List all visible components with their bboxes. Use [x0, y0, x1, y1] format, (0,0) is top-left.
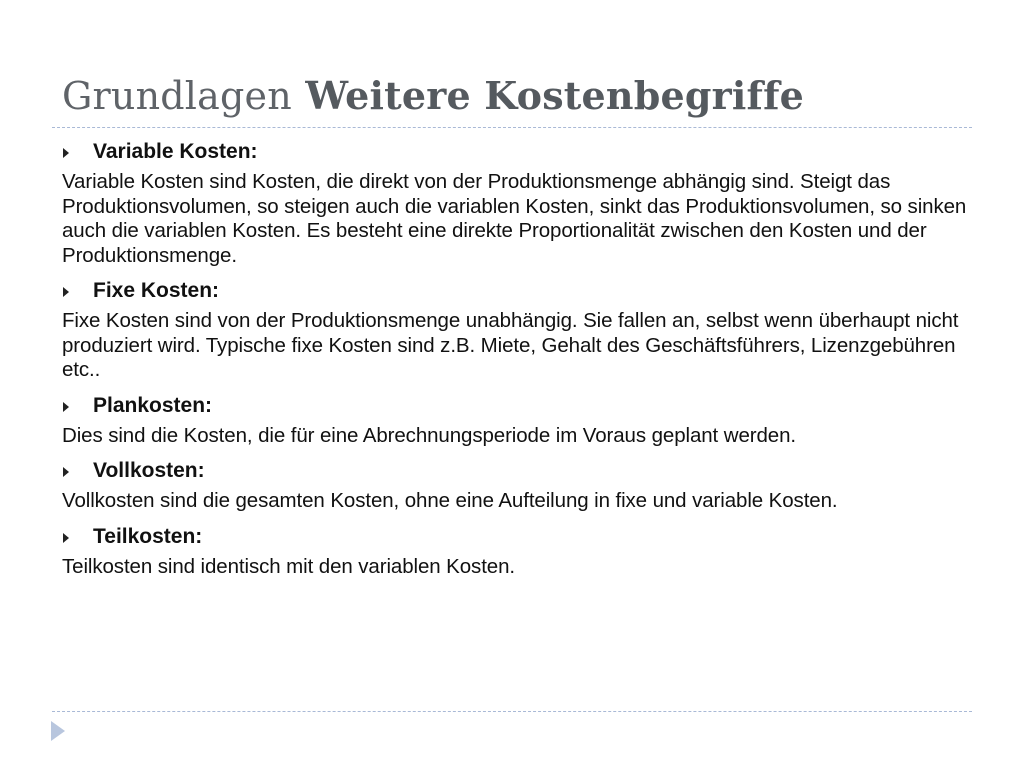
item-heading — [62, 391, 972, 421]
slide-content — [62, 137, 972, 587]
list-item — [62, 391, 972, 449]
title-prefix: Grundlagen — [62, 74, 292, 118]
item-description: Teilkosten sind identisch mit den variablen Kosten. — [62, 554, 515, 578]
item-heading-text: Fixe Kosten: — [93, 279, 220, 302]
item-heading-text: Vollkosten: — [93, 459, 205, 482]
bullet-triangle-icon — [63, 533, 69, 543]
bullet-triangle-icon — [63, 287, 69, 297]
item-heading — [62, 522, 972, 552]
nav-arrow-right-icon[interactable] — [50, 720, 66, 742]
item-heading — [62, 456, 972, 486]
list-item — [62, 522, 972, 580]
list-item — [62, 456, 972, 514]
slide-title — [62, 66, 804, 126]
item-description: Variable Kosten sind Kosten, die direkt von der Produktionsmenge abhängig sind. Steigt das Produktionsvolumen, so steigen auch die variablen Kosten, sinkt das Produktionsvolumen, so sinken auch die variablen Kosten. Es besteht eine direkte Proportionalität zwischen den Kosten und der Produktionsmenge. — [62, 170, 967, 267]
title-divider — [52, 127, 972, 128]
item-heading-text: Variable Kosten: — [93, 140, 258, 163]
item-heading-text: Teilkosten: — [93, 524, 203, 548]
item-description: Fixe Kosten sind von der Produktionsmenge unabhängig. Sie fallen an, selbst wenn überhaupt nicht produziert wird. Typische fixe Kosten sind z.B. Miete, Gehalt des Geschäftsführers, Lizenzgebühren etc.. — [62, 309, 959, 381]
bullet-triangle-icon — [63, 148, 69, 158]
title-emphasis: Weitere Kostenbegriffe — [305, 73, 805, 118]
item-description: Vollkosten sind die gesamten Kosten, ohne eine Aufteilung in fixe und variable Kosten. — [62, 489, 838, 512]
footer-divider — [52, 711, 972, 712]
item-heading-text: Plankosten: — [93, 393, 213, 417]
item-heading — [62, 276, 972, 306]
bullet-triangle-icon — [63, 402, 69, 412]
item-description: Dies sind die Kosten, die für eine Abrechnungsperiode im Voraus geplant werden. — [62, 423, 796, 447]
list-item — [62, 276, 972, 383]
bullet-triangle-icon — [63, 467, 69, 477]
list-item — [62, 137, 972, 268]
item-heading — [62, 137, 972, 167]
